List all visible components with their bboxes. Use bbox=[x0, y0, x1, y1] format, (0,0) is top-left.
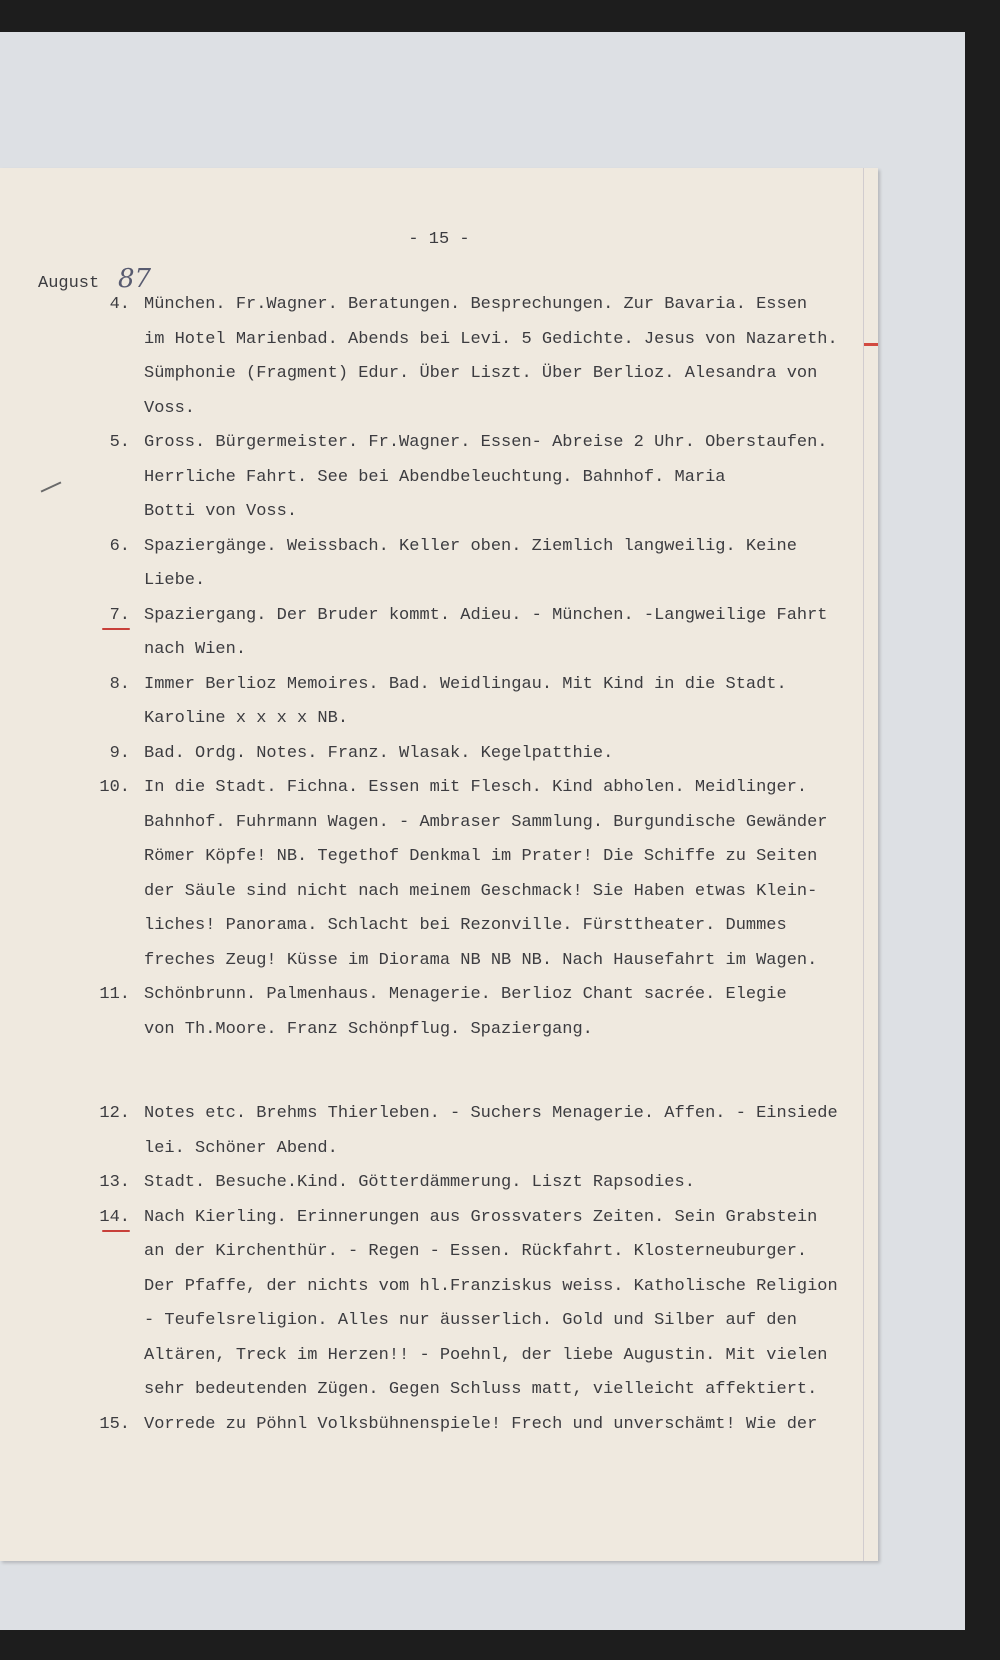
entry-line: lei. Schöner Abend. bbox=[144, 1138, 338, 1158]
entry-line: Der Pfaffe, der nichts vom hl.Franziskus weiss. Katholische Religion bbox=[144, 1276, 838, 1296]
entry-line: Immer Berlioz Memoires. Bad. Weidlingau. Mit Kind in die Stadt. bbox=[144, 674, 787, 694]
entry-text bbox=[144, 599, 864, 668]
entry-line: Liebe. bbox=[144, 571, 206, 590]
entry-line: Herrliche Fahrt. See bei Abendbeleuchtung. Bahnhof. Maria bbox=[144, 467, 726, 487]
entry-line: Notes etc. Brehms Thierleben. - Suchers Menagerie. Affen. - Einsiede bbox=[144, 1104, 838, 1123]
entry-day-number: 14. bbox=[90, 1201, 130, 1236]
entry-text bbox=[144, 978, 864, 1047]
entry-text bbox=[144, 1201, 864, 1408]
entry-line: Bahnhof. Fuhrmann Wagen. - Ambraser Sammlung. Burgundische Gewänder bbox=[144, 812, 828, 832]
entry-line: Voss. bbox=[144, 398, 196, 418]
entry-day-number: 12. bbox=[99, 1104, 130, 1123]
entry-day-number: 4. bbox=[109, 295, 130, 314]
page-number: - 15 - bbox=[408, 230, 470, 249]
entry-text bbox=[144, 1166, 864, 1201]
entry-line: von Th.Moore. Franz Schönpflug. Spaziergang. bbox=[144, 1019, 593, 1039]
entry-day-number: 6. bbox=[109, 536, 130, 556]
entry-line: Schönbrunn. Palmenhaus. Menagerie. Berlioz Chant sacrée. Elegie bbox=[144, 985, 787, 1004]
entry-line: Sümphonie (Fragment) Edur. Über Liszt. Über Berlioz. Alesandra von bbox=[144, 364, 818, 383]
entry-line: sehr bedeutenden Zügen. Gegen Schluss matt, vielleicht affektiert. bbox=[144, 1380, 818, 1399]
red-margin-tick bbox=[864, 343, 878, 346]
entry-line: nach Wien. bbox=[144, 640, 247, 659]
entry-line: Spaziergänge. Weissbach. Keller oben. Ziemlich langweilig. Keine bbox=[144, 536, 797, 556]
entry-line: freches Zeug! Küsse im Diorama NB NB NB. Nach Hausefahrt im Wagen. bbox=[144, 950, 818, 970]
entry-text bbox=[144, 668, 864, 737]
entry-line: In die Stadt. Fichna. Essen mit Flesch. Kind abholen. Meidlinger. bbox=[144, 778, 808, 797]
entry-text bbox=[144, 1097, 864, 1166]
entry-line: Römer Köpfe! NB. Tegethof Denkmal im Prater! Die Schiffe zu Seiten bbox=[144, 847, 818, 866]
entry-day-number: 8. bbox=[109, 674, 130, 694]
entry-text bbox=[144, 737, 864, 772]
entry-line: an der Kirchenthür. - Regen - Essen. Rückfahrt. Klosterneuburger. bbox=[144, 1242, 808, 1261]
entry-text bbox=[144, 530, 864, 599]
entry-text bbox=[144, 1408, 864, 1443]
entry-line: Nach Kierling. Erinnerungen aus Grossvaters Zeiten. Sein Grabstein bbox=[144, 1207, 818, 1227]
entry-line: liches! Panorama. Schlacht bei Rezonville. Fürsttheater. Dummes bbox=[144, 916, 787, 935]
entry-line: Bad. Ordg. Notes. Franz. Wlasak. Kegelpatthie. bbox=[144, 743, 614, 763]
entry-line: München. Fr.Wagner. Beratungen. Besprechungen. Zur Bavaria. Essen bbox=[144, 295, 808, 314]
entry-day-number: 9. bbox=[109, 743, 130, 763]
document-page bbox=[0, 168, 878, 1561]
entry-line: Altären, Treck im Herzen!! - Poehnl, der liebe Augustin. Mit vielen bbox=[144, 1345, 828, 1365]
pencil-mark bbox=[41, 481, 62, 492]
handwritten-month-note: 87 bbox=[118, 264, 152, 294]
entry-line: Botti von Voss. bbox=[144, 502, 298, 521]
entry-line: Karoline x x x x NB. bbox=[144, 709, 349, 728]
entry-day-number: 15. bbox=[99, 1414, 130, 1434]
entry-day-number: 10. bbox=[99, 778, 130, 797]
entry-day-number: 5. bbox=[109, 433, 130, 452]
entry-day-number: 11. bbox=[99, 985, 130, 1004]
entry-day-number: 7. bbox=[90, 599, 130, 634]
entry-line: Gross. Bürgermeister. Fr.Wagner. Essen- Abreise 2 Uhr. Oberstaufen. bbox=[144, 433, 828, 452]
entry-line: im Hotel Marienbad. Abends bei Levi. 5 Gedichte. Jesus von Nazareth. bbox=[144, 329, 838, 349]
entry-text bbox=[144, 426, 864, 530]
entry-line: der Säule sind nicht nach meinem Geschmack! Sie Haben etwas Klein- bbox=[144, 881, 818, 901]
month-heading: August bbox=[38, 274, 100, 293]
entry-text bbox=[144, 288, 864, 426]
entry-line: Spaziergang. Der Bruder kommt. Adieu. - München. -Langweilige Fahrt bbox=[144, 605, 828, 625]
entry-day-number: 13. bbox=[99, 1173, 130, 1192]
entry-text bbox=[144, 771, 864, 978]
entry-line: Stadt. Besuche.Kind. Götterdämmerung. Liszt Rapsodies. bbox=[144, 1173, 695, 1192]
entry-line: Vorrede zu Pöhnl Volksbühnenspiele! Frech und unverschämt! Wie der bbox=[144, 1414, 818, 1434]
entry-line: - Teufelsreligion. Alles nur äusserlich. Gold und Silber auf den bbox=[144, 1311, 797, 1330]
